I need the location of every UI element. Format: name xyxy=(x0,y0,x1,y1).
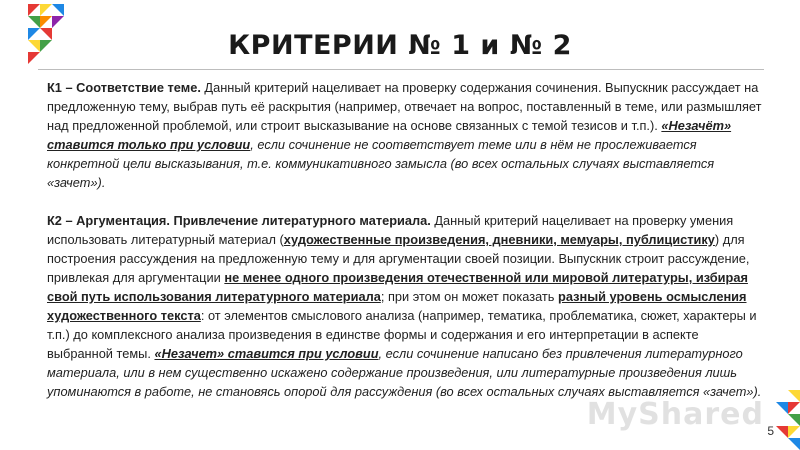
k2-text-4: : от элементов смыслового анализа (например, тематика, проблематика, сюжет, характеры и т.п.) до комплексного анализа произведения в единстве формы и содержания и его интерпретации в аспекте выбранной темы. xyxy=(47,308,757,361)
corner-mosaic xyxy=(760,380,800,450)
criteria-body xyxy=(47,78,767,401)
k2-tail: , если сочинение написано без привлечения литературного материала, или в нем существенно искажено содержание произведения, или литературные произведения лишь упоминаются в работе, не становясь опорой для рассуждения (во всех остальных случаях выставляется «зачет»). xyxy=(47,346,762,399)
k2-text-3: ; при этом он может показать xyxy=(380,289,559,304)
watermark: MyShared xyxy=(586,397,764,432)
k2-works-list: художественные произведения, дневники, мемуары, публицистику xyxy=(283,232,715,247)
k1-heading: К1 – Соответствие теме. xyxy=(47,80,201,95)
k2-heading: К2 – Аргументация. Привлечение литературного материала. xyxy=(47,213,431,228)
k2-text-1: Данный критерий нацеливает на проверку умения использовать литературный материал ( xyxy=(47,213,734,247)
k1-tail: , если сочинение не соответствует теме или в нём не прослеживается конкретной цели высказывания, т.е. коммуникативного замысла (во всех остальных случаях выставляется «зачет»). xyxy=(47,137,715,190)
k2-text-2: ) для построения рассуждения на предложенную тему и для аргументации своей позиции. Выпускник строит рассуждение, привлекая для аргументации xyxy=(47,232,750,285)
k2-analysis-level: разный уровень осмысления художественного текста xyxy=(47,289,747,323)
k1-text: Данный критерий нацеливает на проверку содержания сочинения. Выпускник рассуждает на предложенную тему, выбрав путь её раскрытия (например, отвечает на вопрос, поставленный в теме, или размышляет над предложенной проблемой, или строит высказывание на основе связанных с темой тезисов и т.п.). xyxy=(47,80,762,133)
k1-fail-condition: «Незачёт» ставится только при условии xyxy=(47,118,732,152)
page-title: КРИТЕРИИ № 1 и № 2 xyxy=(228,30,572,61)
k2-fail-condition: «Незачет» ставится при условии xyxy=(154,346,379,361)
criterion-k1 xyxy=(47,78,767,192)
criterion-k2 xyxy=(47,211,767,401)
title-divider xyxy=(38,69,764,70)
k2-min-works: не менее одного произведения отечественной или мировой литературы, избирая свой путь использования литературного материала xyxy=(47,270,748,304)
page-number: 5 xyxy=(767,424,774,438)
